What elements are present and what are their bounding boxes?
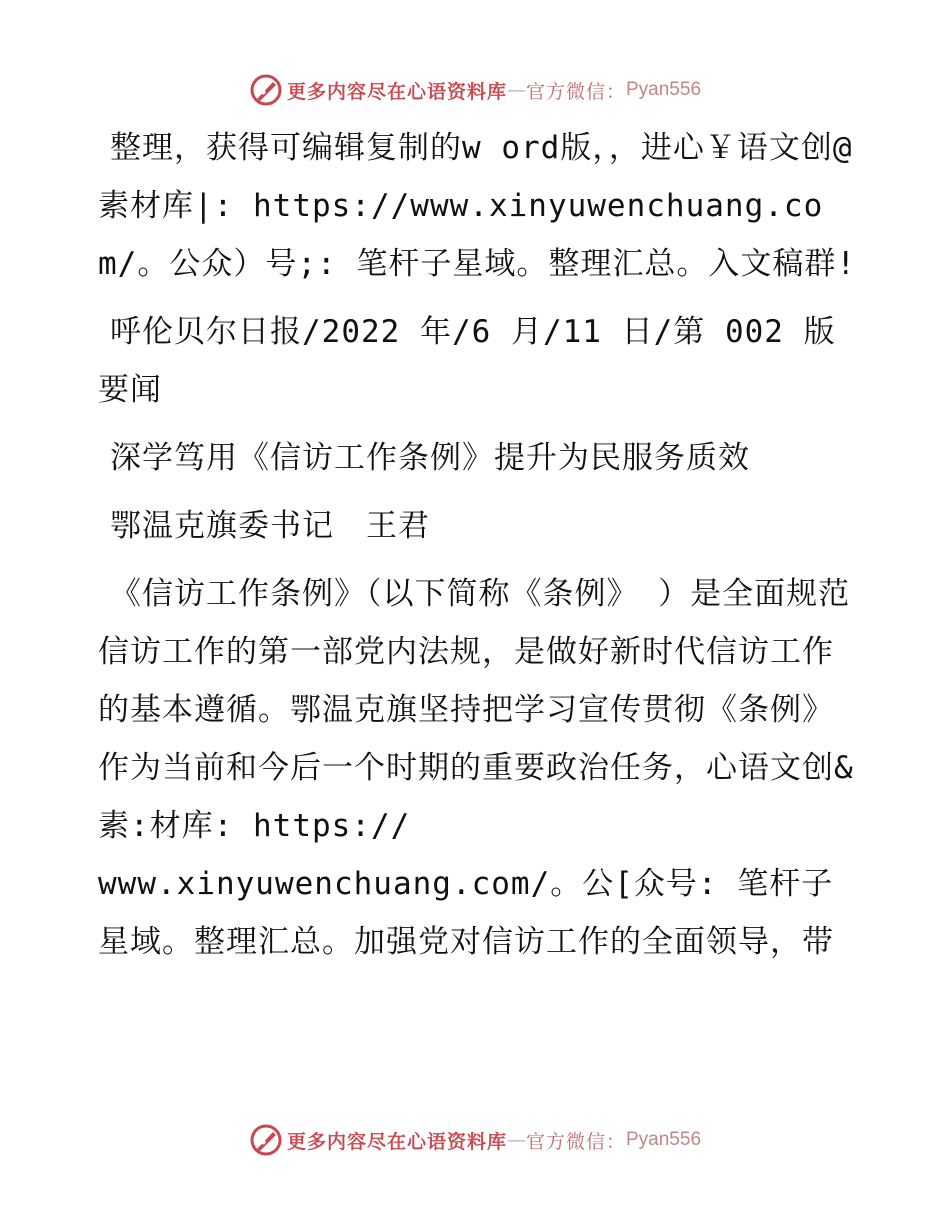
body-paragraph-continued: www.xinyuwenchuang.com/。公[众号: 笔杆子星域。整理汇总。加强党对信访工作的全面领导，带 [98,866,834,960]
wechat-label: 官方微信： [525,80,626,103]
site-name: 更多内容尽在心语资料库 [286,80,507,103]
wechat-handle: Pyan556 [626,1129,702,1150]
article-title: 深学笃用《信访工作条例》提升为民服务质效 [110,440,750,476]
wechat-handle: Pyan556 [626,79,702,100]
document-body [98,119,858,971]
site-name: 更多内容尽在心语资料库 [286,1130,507,1153]
body-paragraph: 《信访工作条例》（以下简称《条例》 ）是全面规范信访工作的第一部党内法规，是做好新时代信访工作的基本遵循。鄂温克旗坚持把学习宣传贯彻《条例》作为当前和今后一个时期的重要政治任务，心语文创&素:材库: https:// [98,576,854,844]
quill-circle-logo-icon [249,1123,283,1157]
footer-banner [0,1120,950,1160]
quill-circle-logo-icon [249,73,283,107]
header-banner [0,70,950,110]
source-line: 呼伦贝尔日报/2022 年/6 月/11 日/第 002 版要闻 [98,314,836,408]
banner-separator: — [506,79,526,101]
wechat-label: 官方微信： [525,1130,626,1153]
article-author: 鄂温克旗委书记 王君 [110,508,430,544]
promo-paragraph: 整理，获得可编辑复制的w ord版，，进心￥语文创@素材库|: https://www.xinyuwenchuang.com/。公众）号;: 笔杆子星域。整理汇总。入文稿群! [98,130,856,282]
banner-separator: — [506,1129,526,1151]
